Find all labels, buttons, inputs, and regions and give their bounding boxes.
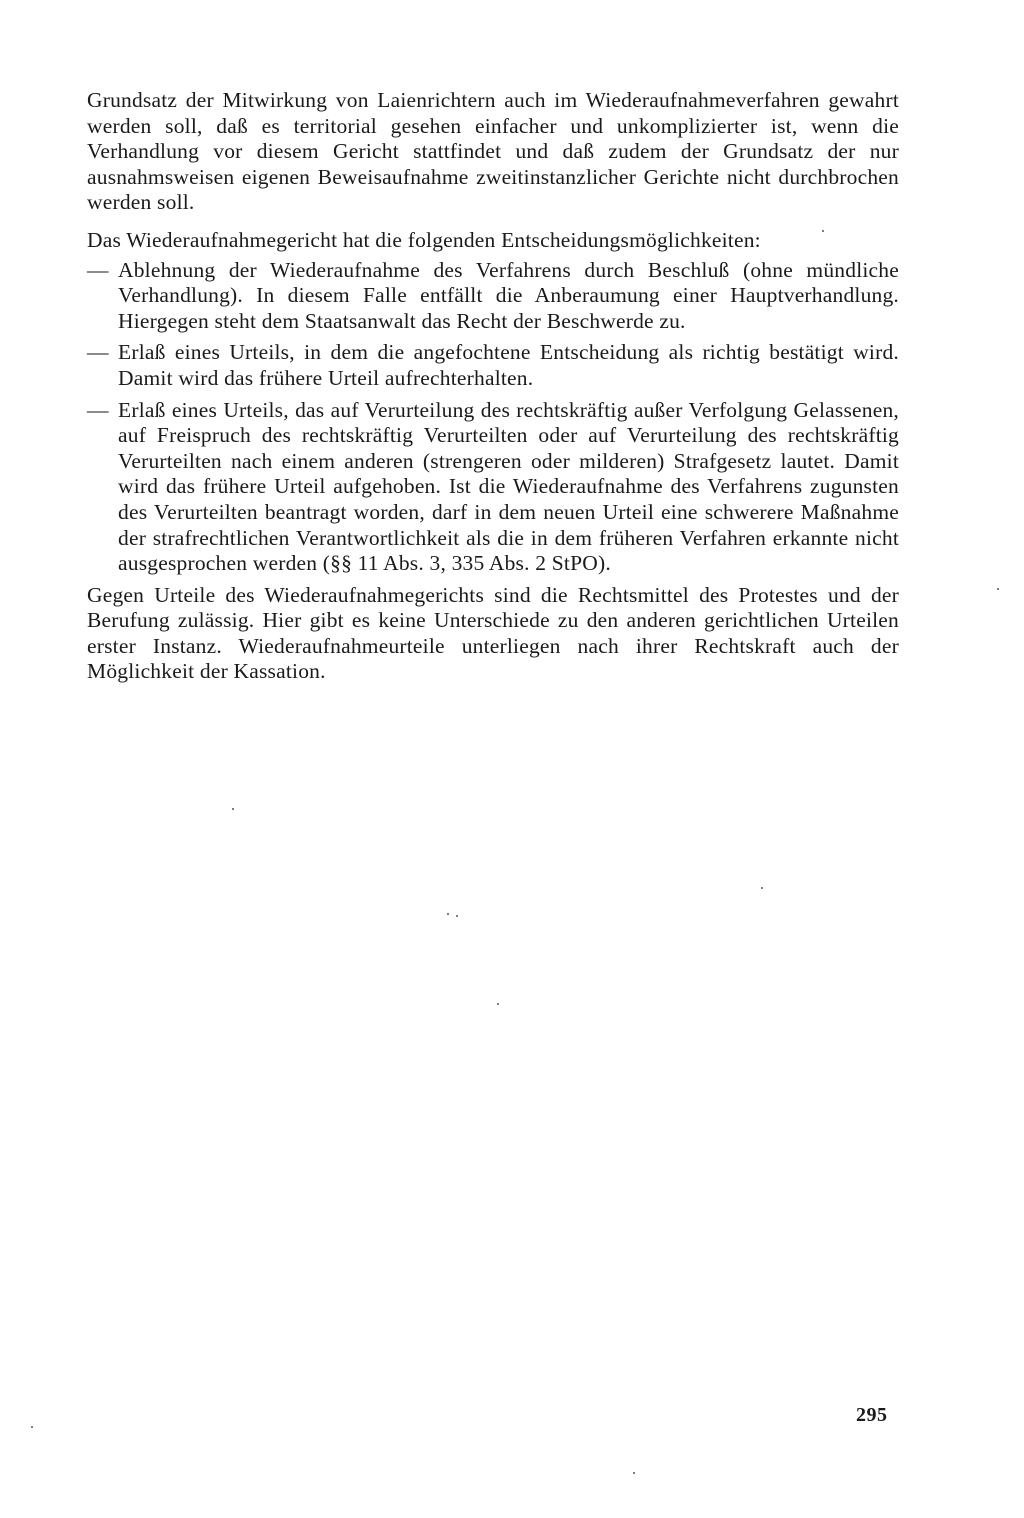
scan-speck xyxy=(633,1472,635,1474)
list-dash-marker: — xyxy=(87,397,109,422)
scan-speck xyxy=(761,887,763,889)
scan-speck xyxy=(822,230,824,232)
list-item-new-judgment xyxy=(87,398,899,577)
paragraph-legal-remedies: Gegen Urteile des Wiederaufnahmegerichts sind die Rechtsmittel des Protestes und der Berufung zulässig. Hier gibt es keine Unterschiede zu den anderen gerichtlichen Urteilen erster Instanz. Wiederaufnahmeurteile unterliegen nach ihrer Rechtskraft auch der Möglichkeit der Kassation. xyxy=(87,582,899,684)
scan-speck xyxy=(497,1003,499,1005)
list-item-text: Erlaß eines Urteils, das auf Verurteilung des rechtskräftig außer Verfolgung Gelassenen, auf Freispruch des rechtskräftig Verurteilten oder auf Verurteilung des rechtskräftig Verurteilten nach einem anderen (strengeren oder milderen) Strafgesetz lautet. Damit wird das frühere Urteil aufgehoben. Ist die Wiederaufnahme des Verfahrens zugunsten des Verurteilten beantragt worden, darf in dem neuen Urteil eine schwerere Maßnahme der strafrechtlichen Verantwortlichkeit als die in dem früheren Verfahren erkannte nicht ausgesprochen werden (§§ 11 Abs. 3, 335 Abs. 2 StPO). xyxy=(118,397,899,576)
scan-speck xyxy=(447,913,449,915)
list-item-confirmation xyxy=(87,340,899,391)
scan-speck xyxy=(31,1426,33,1428)
scan-speck xyxy=(997,588,999,590)
scan-speck xyxy=(456,915,458,917)
paragraph-intro: Grundsatz der Mitwirkung von Laienrichtern auch im Wiederaufnahmeverfahren gewahrt werden soll, daß es territorial gesehen einfacher und unkomplizierter ist, wenn die Verhandlung vor diesem Gericht stattfindet und daß zudem der Grundsatz der nur ausnahmsweisen eigenen Beweisaufnahme zweitinstanzlicher Gerichte nicht durchbrochen werden soll. xyxy=(87,88,899,215)
list-item-text: Erlaß eines Urteils, in dem die angefochtene Entscheidung als richtig bestätigt wird. Damit wird das frühere Urteil aufrechterhalten. xyxy=(118,340,899,390)
decision-options-list xyxy=(87,258,899,577)
list-dash-marker: — xyxy=(87,340,109,365)
paragraph-decision-options: Das Wiederaufnahmegericht hat die folgenden Entscheidungsmöglichkeiten: xyxy=(87,227,761,252)
scan-speck xyxy=(232,808,234,810)
list-item-text: Ablehnung der Wiederaufnahme des Verfahrens durch Beschluß (ohne mündliche Verhandlung). In diesem Falle entfällt die Anberaumung einer Hauptverhandlung. Hiergegen steht dem Staatsanwalt das Recht der Beschwerde zu. xyxy=(118,257,899,333)
page-text xyxy=(87,88,899,697)
list-dash-marker: — xyxy=(87,257,109,282)
page-number: 295 xyxy=(856,1404,888,1426)
list-item-rejection xyxy=(87,258,899,335)
